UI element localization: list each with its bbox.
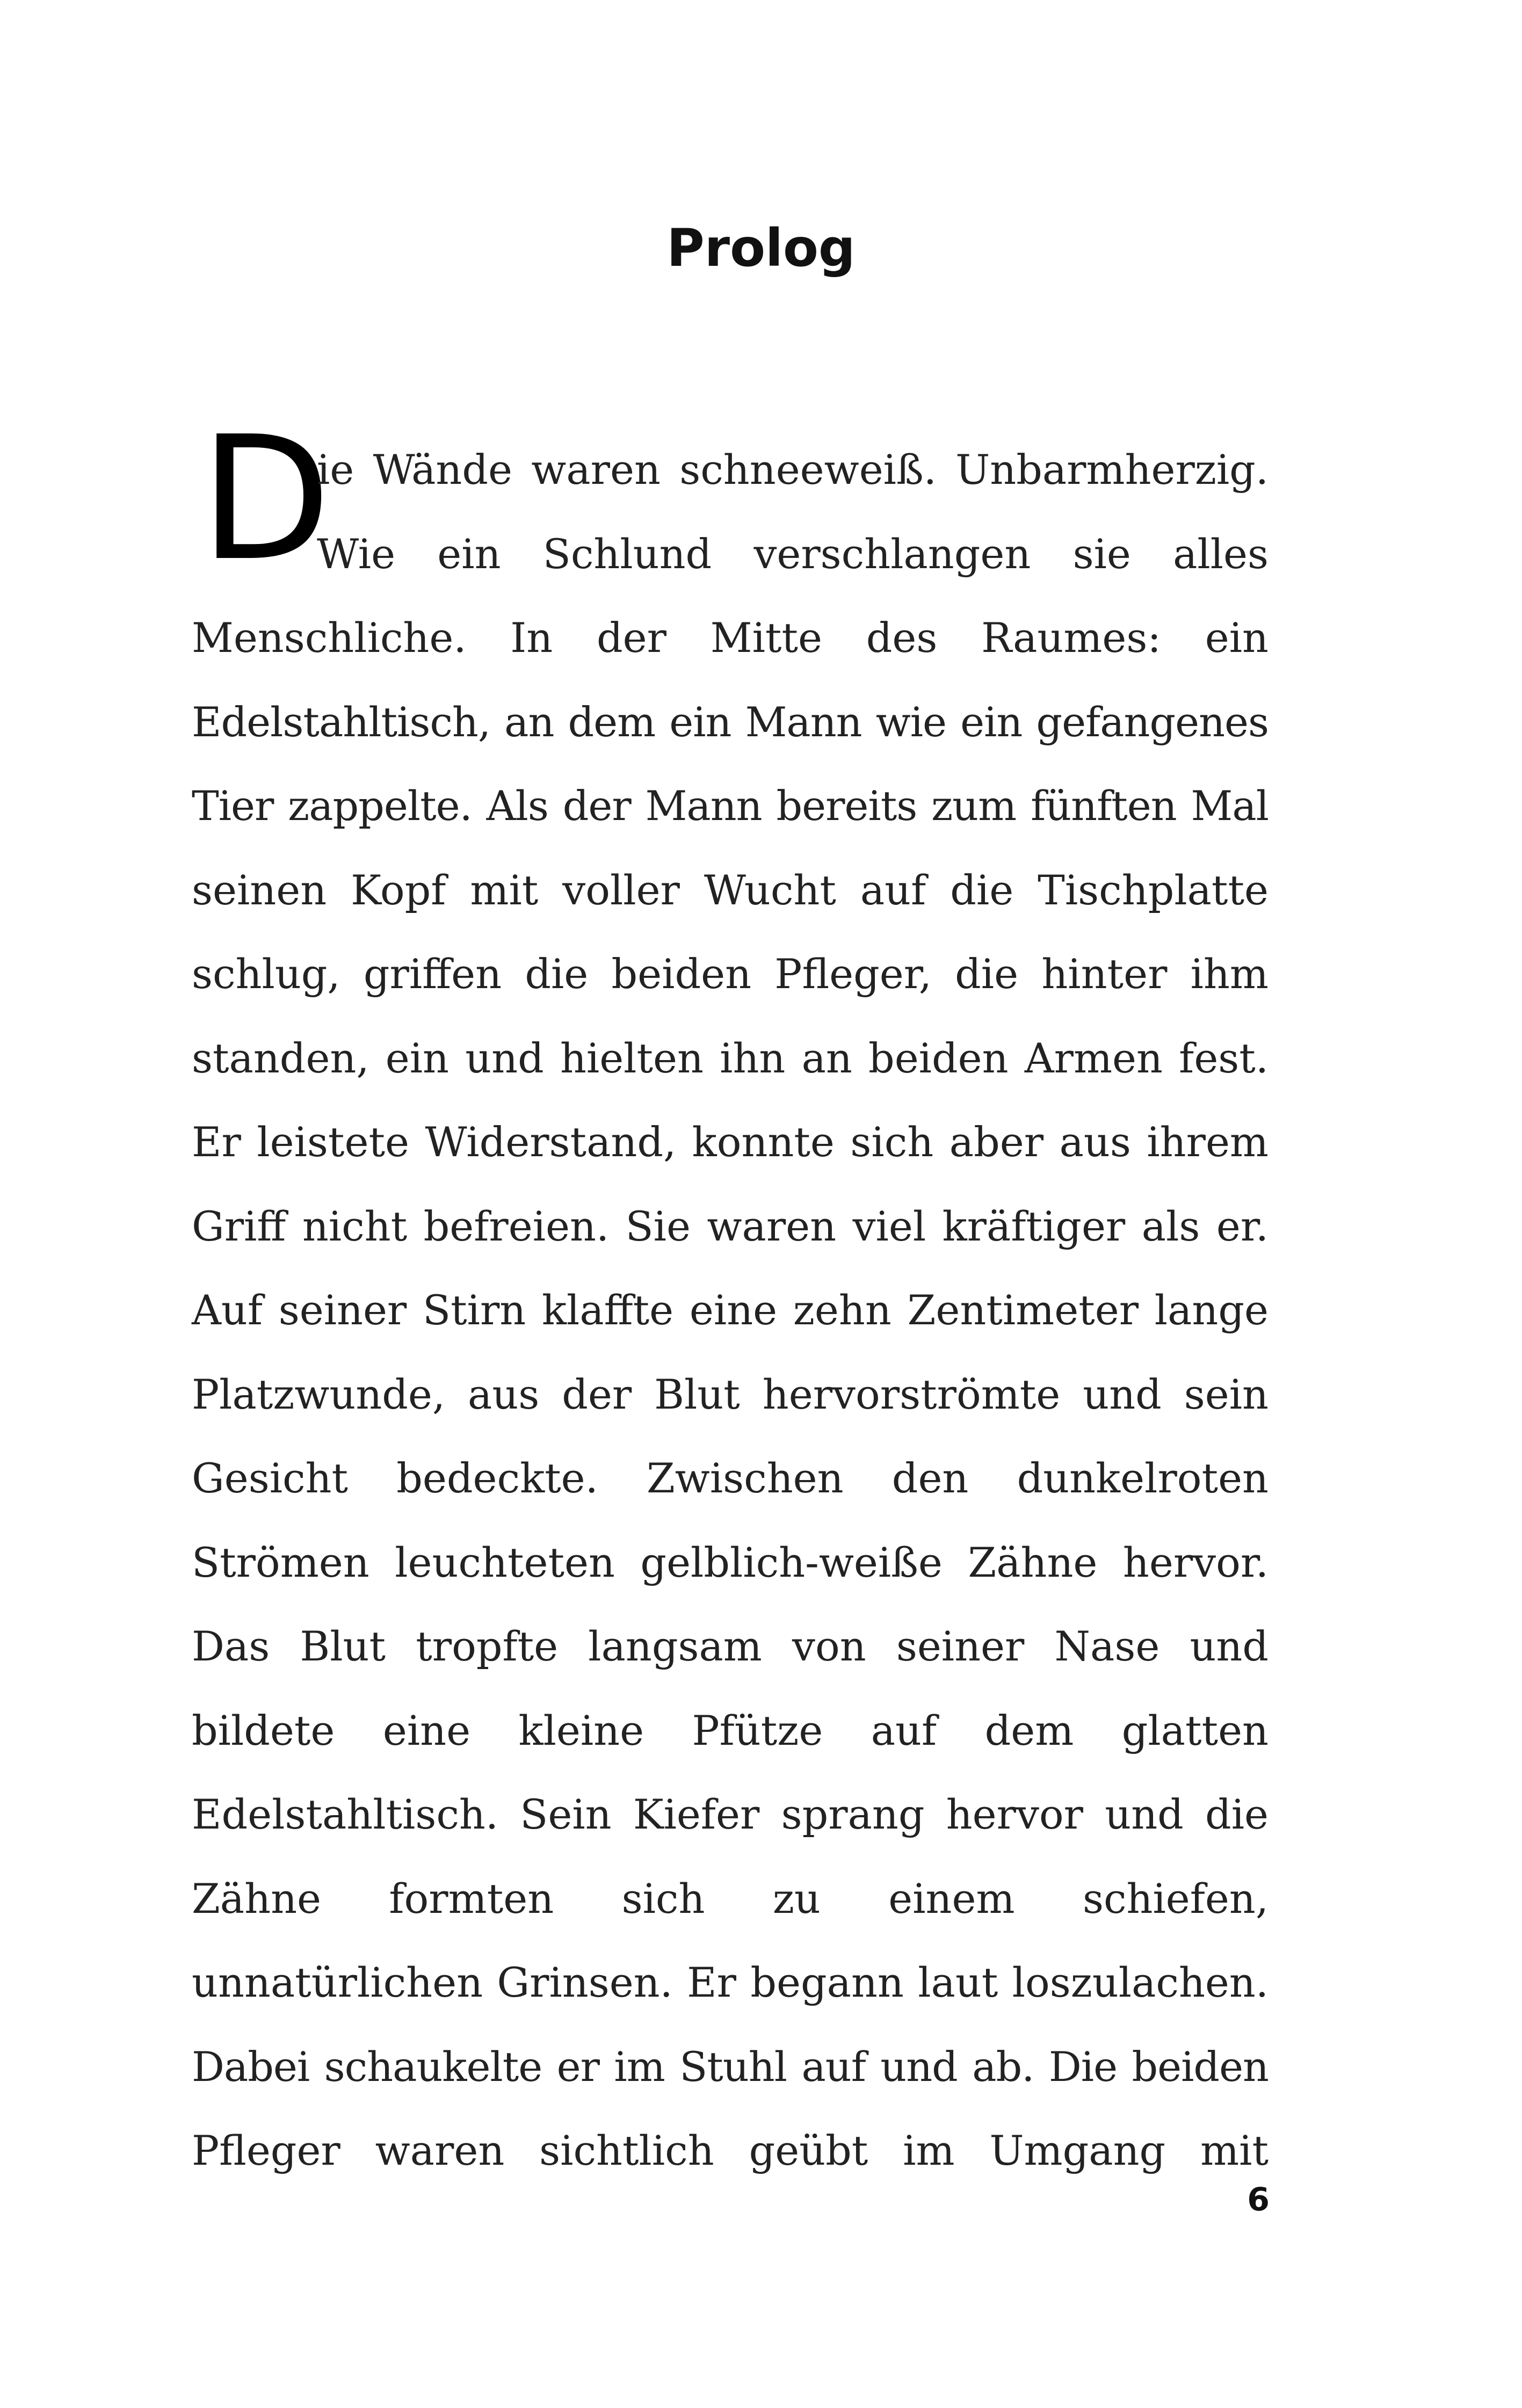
text-line: Pfleger waren sichtlich geübt im Umgang mit [192, 2127, 1269, 2174]
drop-cap-initial: D [200, 400, 331, 598]
text-line: Platzwunde, aus der Blut hervorströmte und sein [192, 1370, 1269, 1418]
text-line: Wie ein Schlund verschlangen sie alles [317, 530, 1269, 578]
text-line: Gesicht bedeckte. Zwischen den dunkelroten [192, 1454, 1269, 1502]
text-line: schlug, griffen die beiden Pfleger, die hinter ihm [192, 950, 1269, 998]
body-text [192, 428, 1269, 2193]
text-line: Edelstahltisch, an dem ein Mann wie ein gefangenes [192, 698, 1269, 746]
text-line: Zähne formten sich zu einem schiefen, [192, 1874, 1269, 1923]
text-line: Strömen leuchteten gelblich-weiße Zähne hervor. [192, 1538, 1269, 1586]
text-line: Edelstahltisch. Sein Kiefer sprang hervor und die [192, 1790, 1269, 1838]
text-line: Menschliche. In der Mitte des Raumes: ein [192, 614, 1269, 662]
text-line: seinen Kopf mit voller Wucht auf die Tischplatte [192, 866, 1269, 914]
text-line: bildete eine kleine Pfütze auf dem glatten [192, 1706, 1269, 1754]
paragraph [192, 428, 1269, 2193]
text-line: Das Blut tropfte langsam von seiner Nase und [192, 1622, 1269, 1670]
text-line: standen, ein und hielten ihn an beiden Armen fest. [192, 1034, 1269, 1082]
text-line: Er leistete Widerstand, konnte sich aber aus ihrem [192, 1118, 1269, 1166]
text-line: ie Wände waren schneeweiß. Unbarmherzig. [317, 446, 1269, 494]
text-line: Tier zappelte. Als der Mann bereits zum fünften Mal [192, 782, 1269, 830]
text-line: unnatürlichen Grinsen. Er begann laut loszulachen. [192, 1959, 1269, 2006]
text-line: Dabei schaukelte er im Stuhl auf und ab. Die beiden [192, 2042, 1269, 2091]
page-number: 6 [1247, 2181, 1270, 2218]
chapter-title: Prolog [666, 218, 856, 278]
text-line: Griff nicht befreien. Sie waren viel kräftiger als er. [192, 1202, 1269, 1250]
text-line: Auf seiner Stirn klaffte eine zehn Zentimeter lange [192, 1286, 1269, 1334]
